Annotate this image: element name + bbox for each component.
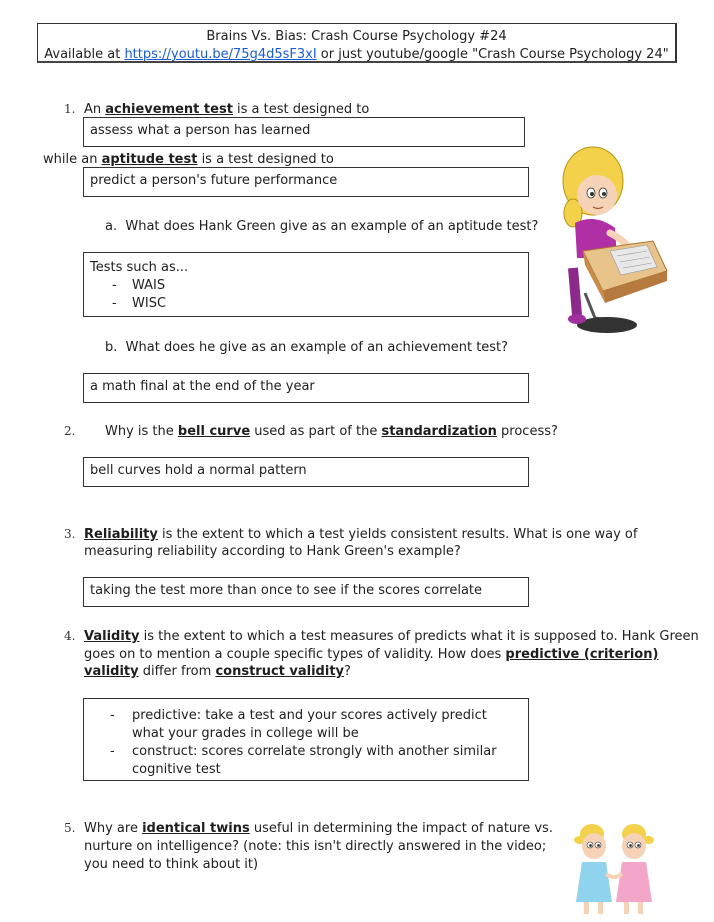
q3-number: 3. [64, 527, 76, 541]
q4-number: 4. [64, 629, 76, 643]
q2-question: Why is the bell curve used as part of the standardization process? [105, 424, 558, 439]
q1-line1: An achievement test is a test designed to [84, 102, 370, 117]
q2-answer-box[interactable]: bell curves hold a normal pattern [83, 457, 529, 487]
term-aptitude-test: aptitude test [101, 152, 198, 167]
video-link[interactable]: https://youtu.be/75g4d5sF3xI [124, 47, 317, 62]
availability-line: Available at https://youtu.be/75g4d5sF3xI or just youtube/google "Crash Course Psychology 24" [44, 47, 669, 62]
student-writing-clipart [555, 143, 680, 348]
q3-answer-box[interactable]: taking the test more than once to see if the scores correlate [83, 577, 529, 607]
q1b-answer-box[interactable]: a math final at the end of the year [83, 373, 529, 403]
term-standardization: standardization [381, 424, 497, 439]
q5-line2: nurture on intelligence? (note: this isn't directly answered in the video; [84, 839, 547, 854]
term-achievement-test: achievement test [105, 102, 233, 117]
term-construct-validity: construct validity [215, 664, 345, 679]
q1-number: 1. [64, 102, 76, 116]
q1a-answer-box[interactable]: Tests such as... - WAIS - WISC [83, 252, 529, 317]
q4-line3: validity differ from construct validity? [84, 664, 351, 679]
q1b-question: b. What does he give as an example of an achievement test? [105, 340, 509, 355]
list-item: - WAIS [90, 277, 522, 295]
q2-number: 2. [64, 424, 76, 438]
q1-line2: while an aptitude test is a test designed to [43, 152, 334, 167]
q3-line1: Reliability is the extent to which a test yields consistent results. What is one way of [84, 527, 638, 542]
q1-answer2-box[interactable]: predict a person's future performance [83, 167, 529, 197]
worksheet-title: Brains Vs. Bias: Crash Course Psychology #24 [206, 29, 507, 44]
q5-number: 5. [64, 821, 76, 835]
term-bell-curve: bell curve [177, 424, 251, 439]
list-item: - predictive: take a test and your scores actively predict what your grades in college will be [90, 707, 508, 743]
q3-line2: measuring reliability according to Hank Green's example? [84, 544, 461, 559]
q4-line1: Validity is the extent to which a test measures of predicts what it is supposed to. Hank Green [84, 629, 699, 644]
list-item: - WISC [90, 295, 522, 313]
term-validity-2: validity [84, 664, 139, 679]
q4-line2: goes on to mention a couple specific types of validity. How does predictive (criterion) [84, 647, 659, 662]
twins-clipart [572, 822, 672, 918]
q1-answer1-box[interactable]: assess what a person has learned [83, 117, 525, 147]
q1a-question: a. What does Hank Green give as an example of an aptitude test? [105, 219, 539, 234]
term-validity: Validity [84, 629, 140, 644]
q1a-answer-list [90, 277, 522, 313]
q4-answer-box[interactable] [83, 698, 529, 781]
term-reliability: Reliability [84, 527, 158, 542]
list-item: - construct: scores correlate strongly with another similar cognitive test [90, 743, 508, 779]
term-predictive-criterion: predictive (criterion) [505, 647, 659, 662]
worksheet-header [37, 23, 677, 63]
q5-line1: Why are identical twins useful in determining the impact of nature vs. [84, 821, 553, 836]
term-identical-twins: identical twins [142, 821, 250, 836]
q5-line3: you need to think about it) [84, 857, 259, 872]
q4-answer-list [90, 707, 508, 779]
